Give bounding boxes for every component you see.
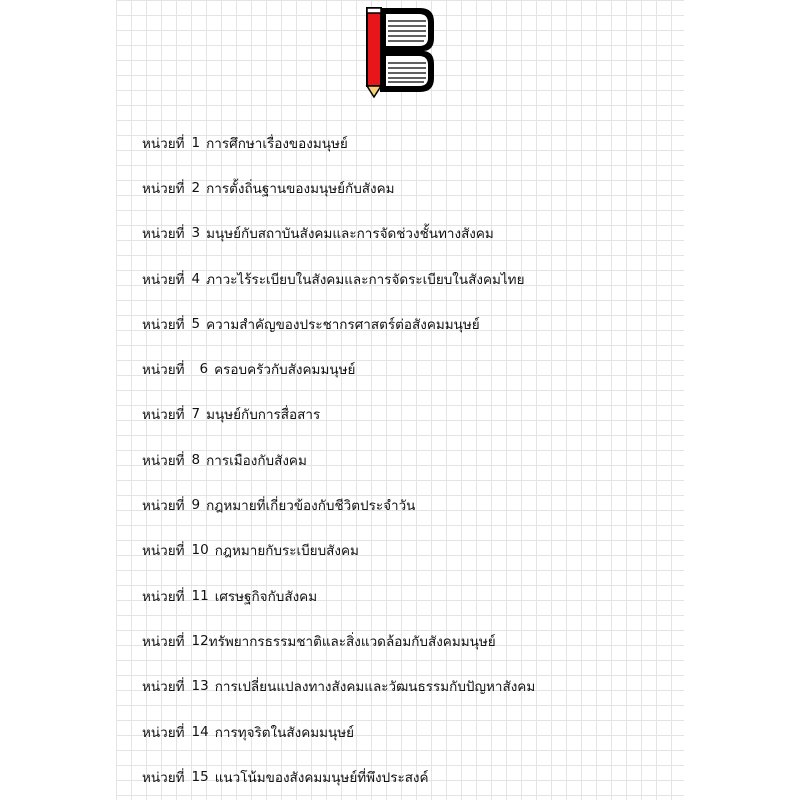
unit-title: ความสำคัญของประชากรศาสตร์ต่อสังคมมนุษย์ (206, 316, 480, 333)
unit-prefix: หน่วยที่ (142, 135, 185, 152)
unit-title: กฎหมายกับระเบียบสังคม (214, 543, 359, 560)
unit-number: 13 (191, 678, 209, 695)
unit-prefix: หน่วยที่ (142, 588, 185, 605)
unit-item (142, 754, 682, 799)
unit-number: 7 (191, 406, 201, 423)
unit-title: การทุจริตในสังคมมนุษย์ (214, 724, 355, 741)
unit-number: 12 (191, 632, 209, 649)
unit-prefix: หน่วยที่ (142, 271, 185, 288)
unit-number: 3 (191, 225, 201, 242)
unit-title: เศรษฐกิจกับสังคม (214, 588, 318, 605)
unit-prefix: หน่วยที่ (142, 180, 185, 197)
unit-number: 14 (191, 723, 209, 740)
unit-number: 2 (191, 179, 201, 196)
unit-number: 4 (191, 270, 201, 287)
unit-number: 11 (191, 587, 209, 604)
unit-item (142, 211, 682, 256)
unit-prefix: หน่วยที่ (142, 407, 185, 424)
unit-item (142, 437, 682, 482)
unit-item (142, 528, 682, 573)
unit-number: 5 (191, 315, 201, 332)
unit-item (142, 301, 682, 346)
unit-item (142, 664, 682, 709)
unit-number: 6 (199, 361, 209, 378)
pencil-eraser-band (367, 8, 381, 13)
pencil-tip (367, 86, 381, 97)
book-pencil-icon (364, 4, 438, 98)
unit-number: 8 (191, 451, 201, 468)
unit-prefix: หน่วยที่ (142, 316, 185, 333)
unit-prefix: หน่วยที่ (142, 226, 185, 243)
unit-item (142, 709, 682, 754)
pencil-body (367, 8, 381, 86)
unit-prefix: หน่วยที่ (142, 452, 185, 469)
unit-number: 1 (191, 134, 201, 151)
unit-title: การเปลี่ยนแปลงทางสังคมและวัฒนธรรมกับปัญหาสังคม (214, 679, 536, 696)
unit-number: 10 (191, 542, 209, 559)
unit-item (142, 618, 682, 663)
unit-item (142, 346, 682, 391)
unit-item (142, 256, 682, 301)
unit-prefix: หน่วยที่ (142, 362, 185, 379)
unit-title: การตั้งถิ่นฐานของมนุษย์กับสังคม (206, 180, 395, 197)
unit-title: ภาวะไร้ระเบียบในสังคมและการจัดระเบียบในสังคมไทย (206, 271, 525, 288)
unit-number: 9 (191, 497, 201, 514)
unit-number: 15 (191, 768, 209, 785)
unit-prefix: หน่วยที่ (142, 543, 185, 560)
unit-prefix: หน่วยที่ (142, 498, 185, 515)
unit-title: กฎหมายที่เกี่ยวข้องกับชีวิตประจำวัน (206, 498, 416, 515)
unit-title: การศึกษาเรื่องของมนุษย์ (206, 135, 348, 152)
unit-title: มนุษย์กับสถาบันสังคมและการจัดช่วงชั้นทางสังคม (206, 226, 494, 243)
unit-item (142, 120, 682, 165)
unit-item (142, 482, 682, 527)
unit-prefix: หน่วยที่ (142, 679, 185, 696)
unit-title: ทรัพยากรธรรมชาติและสิ่งแวดล้อมกับสังคมมนุษย์ (208, 633, 496, 650)
unit-item (142, 392, 682, 437)
unit-title: ครอบครัวกับสังคมมนุษย์ (214, 362, 356, 379)
unit-list (142, 120, 682, 799)
unit-item (142, 165, 682, 210)
unit-prefix: หน่วยที่ (142, 724, 185, 741)
unit-title: มนุษย์กับการสื่อสาร (206, 407, 321, 424)
unit-prefix: หน่วยที่ (142, 633, 185, 650)
unit-title: แนวโน้มของสังคมมนุษย์ที่พึงประสงค์ (214, 769, 429, 786)
unit-item (142, 573, 682, 618)
unit-title: การเมืองกับสังคม (206, 452, 307, 469)
unit-prefix: หน่วยที่ (142, 769, 185, 786)
